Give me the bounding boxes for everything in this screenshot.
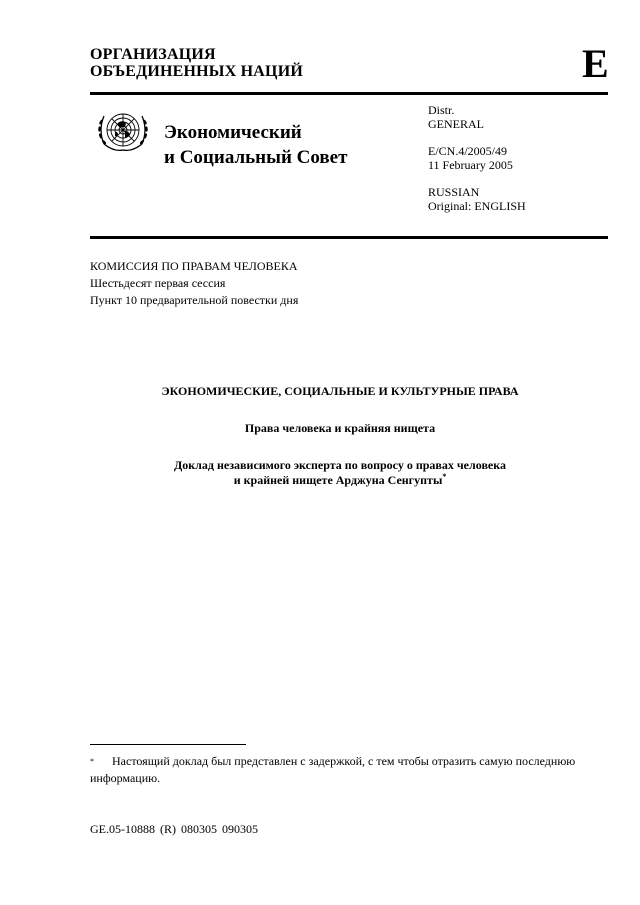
organization-name	[90, 46, 303, 80]
footnote-mark: *	[90, 757, 94, 766]
council-name	[164, 120, 347, 170]
distribution-block	[428, 103, 526, 213]
original-language: Original: ENGLISH	[428, 199, 526, 213]
document-symbol: E/CN.4/2005/49	[428, 144, 508, 158]
header-divider	[90, 92, 608, 95]
report-title-line-2	[90, 473, 590, 488]
session-name: Шестьдесят первая сессия	[90, 276, 226, 290]
report-title-text: и крайней нищете Арджуна Сенгупты	[233, 473, 443, 487]
org-line-1: ОРГАНИЗАЦИЯ	[90, 46, 216, 63]
header-bottom-divider	[90, 236, 608, 239]
distr-label: Distr.	[428, 103, 455, 117]
subtitle: Права человека и крайняя нищета	[244, 421, 436, 435]
footnote-text: Настоящий доклад был представлен с задержкой, с тем чтобы отразить самую последнюю информацию.	[90, 754, 576, 785]
footnote	[90, 753, 580, 787]
footnote-reference: *	[442, 472, 447, 481]
commission-block	[90, 258, 298, 309]
document-date: 11 February 2005	[428, 158, 513, 172]
job-number: GE.05-10888 (R) 080305 090305	[90, 822, 258, 836]
document-language: RUSSIAN	[428, 185, 480, 199]
un-emblem-icon	[94, 106, 152, 156]
org-line-2: ОБЪЕДИНЕННЫХ НАЦИЙ	[90, 63, 303, 80]
commission-name: КОМИССИЯ ПО ПРАВАМ ЧЕЛОВЕКА	[90, 259, 298, 273]
language-code: E	[582, 41, 609, 86]
agenda-item: Пункт 10 предварительной повестки дня	[90, 293, 299, 307]
report-title-line-1: Доклад независимого эксперта по вопросу о правах человека	[174, 458, 506, 472]
distr-general: GENERAL	[428, 117, 484, 131]
council-line-1: Экономический	[164, 122, 302, 143]
main-title: ЭКОНОМИЧЕСКИЕ, СОЦИАЛЬНЫЕ И КУЛЬТУРНЫЕ ПРАВА	[161, 384, 519, 398]
council-line-2: и Социальный Совет	[164, 147, 348, 168]
footnote-divider	[90, 744, 246, 745]
